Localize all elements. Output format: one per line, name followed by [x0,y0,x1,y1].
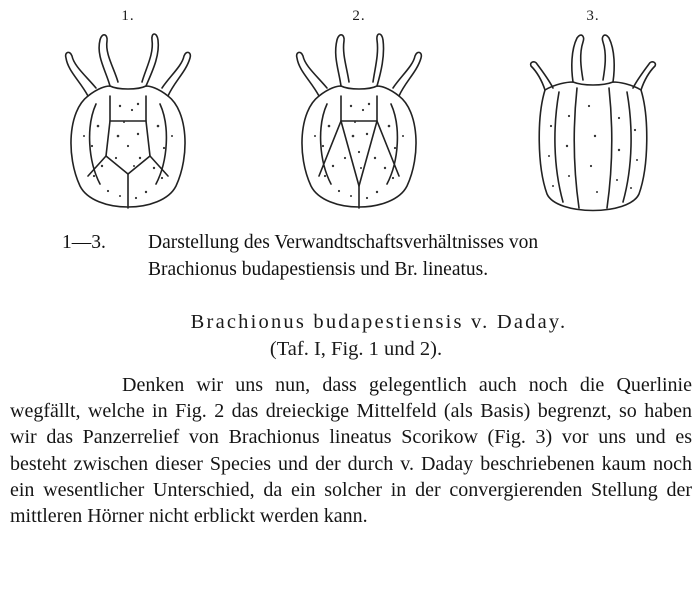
figure-2-number: 2. [352,8,366,24]
figure-2 [289,8,429,223]
figure-1 [58,8,198,223]
figure-2-drawing [289,26,429,226]
figure-1-drawing [58,26,198,226]
figure-3 [523,8,663,223]
figure-3-number: 3. [586,8,600,24]
figure-1-number: 1. [121,8,135,24]
figure-caption [62,229,682,283]
species-plate-reference: (Taf. I, Fig. 1 und 2). [269,338,443,360]
caption-line-1 [62,229,682,256]
body-paragraph: Denken wir uns nun, dass gelegentlich auch noch die Querlinie wegfällt, welche in Fig. 2 das dreieckige Mittelfeld (als Basis) begrenzt, so haben wir das Panzerrelief von Brachionus lineatus Scorikow (Fig. 3) vor uns und es besteht zwischen dieser Species und der durch v. Daday beschriebenen kaum noch ein wesentlicher Unterschied, da ein solcher in der convergierenden Stellung der mittleren Hörner nicht erblickt werden kann. [10,374,692,528]
species-heading: Brachionus budapestiensis v. Daday. [190,311,568,333]
caption-figure-range: 1—3. [62,232,106,253]
caption-text-1: Darstellung des Verwandtschaftsverhältnisses von [148,232,539,253]
figure-plate [0,0,700,225]
figure-3-drawing [523,26,663,226]
caption-text-2: Brachionus budapestiensis und Br. lineatus. [148,259,489,280]
